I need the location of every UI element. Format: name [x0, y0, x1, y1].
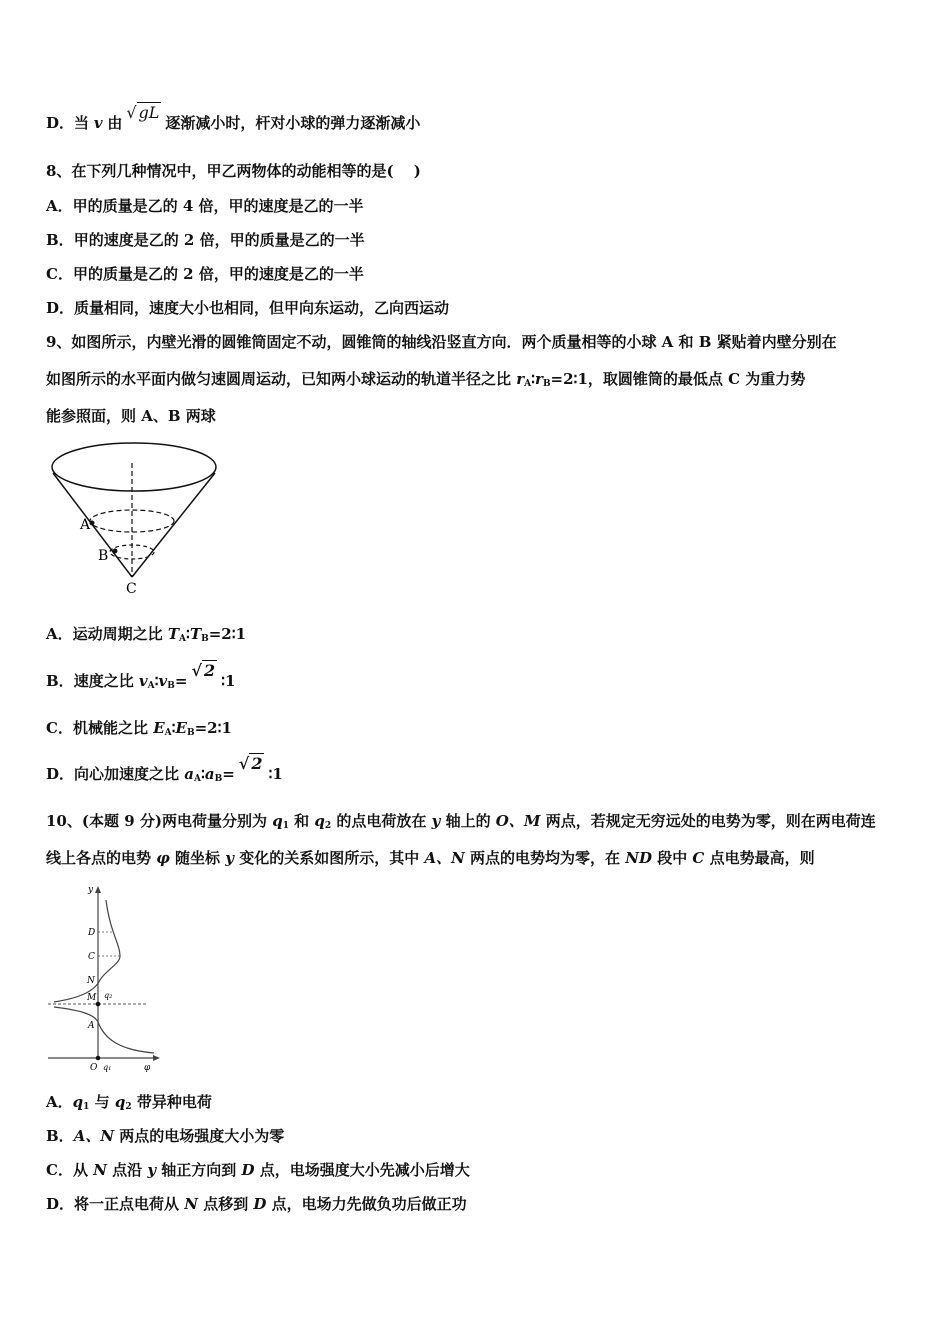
text: 线上各点的电势: [46, 849, 157, 867]
sqrt-expression: √ 2: [191, 661, 216, 680]
q7-option-d: [46, 103, 421, 133]
sqrt-content: gL: [138, 103, 160, 122]
colon: ∶: [154, 672, 159, 690]
option-label: C．: [46, 265, 73, 283]
option-label: B．: [46, 672, 74, 690]
var-v: v: [93, 114, 103, 132]
subscript: B: [167, 681, 175, 691]
var-c: C: [692, 849, 705, 867]
sqrt-expression: √ gL: [126, 103, 160, 122]
value: ∶1: [268, 765, 283, 783]
potential-graph: [44, 880, 164, 1075]
var-q: q: [272, 812, 283, 830]
q8-option-c: [46, 264, 364, 284]
option-text: 质量相同，速度大小也相同，但甲向东运动，乙向西运动: [74, 299, 450, 317]
option-label: D．: [46, 299, 75, 317]
q9-stem-line1: 9、如图所示，内壁光滑的圆锥筒固定不动，圆锥筒的轴线沿竖直方向．两个质量相等的小球 A 和 B 紧贴着内壁分别在: [46, 333, 837, 351]
option-label: A．: [46, 625, 73, 643]
label-d: D: [88, 928, 96, 938]
subscript: A: [179, 634, 187, 644]
sqrt-content: 2: [251, 754, 263, 773]
option-text: 甲的质量是乙的 2 倍，甲的速度是乙的一半: [72, 265, 364, 283]
option-label: C．: [46, 719, 73, 737]
subscript: A: [147, 681, 155, 691]
q10-option-c: [46, 1160, 470, 1180]
text: 带异种电荷: [131, 1093, 212, 1111]
charge-q1: [96, 1056, 101, 1061]
text: 两点的电场强度大小为零: [114, 1127, 285, 1145]
subscript: B: [214, 774, 223, 784]
subscript: B: [542, 379, 551, 389]
text: 从: [72, 1161, 94, 1179]
q9-option-a: [46, 624, 246, 649]
curve-lower: [54, 1007, 154, 1053]
var-q: q: [72, 1093, 84, 1111]
ball-a: [90, 521, 95, 526]
colon: ∶: [531, 370, 536, 388]
option-label: D．: [46, 114, 75, 132]
q9-option-b: B．速度之比 $v_A∶v_B=√$ 2∶1: [46, 661, 236, 691]
text: 随坐标: [169, 849, 226, 867]
q10-option-a: [46, 1092, 212, 1117]
q9-option-c: [46, 718, 232, 743]
text: 向心加速度之比: [74, 765, 185, 783]
label-c: C: [126, 581, 137, 595]
var: T: [167, 625, 180, 643]
label-o: O: [90, 1063, 98, 1073]
q9-stem-line2: [46, 369, 805, 394]
cone-figure: [46, 435, 226, 595]
text: 点，电场强度大小先减小后增大: [254, 1161, 470, 1179]
text: 机械能之比: [72, 719, 154, 737]
text: 两点的电势均为零，在: [464, 849, 626, 867]
var: a: [204, 765, 215, 783]
var-n: N: [184, 1195, 198, 1213]
var-y: y: [147, 1161, 157, 1179]
subscript: B: [186, 728, 195, 738]
option-label: A．: [46, 1093, 73, 1111]
subscript: A: [193, 774, 201, 784]
var-q: q: [114, 1093, 126, 1111]
option-label: B．: [46, 1127, 74, 1145]
x-axis-arrow: [153, 1055, 160, 1061]
colon: ∶: [171, 719, 176, 737]
text: 两点，若规定无穷远处的电势为零，则在两电荷连: [540, 812, 876, 830]
curve-upper: [54, 900, 120, 1002]
text: 如图所示的水平面内做匀速圆周运动，已知两小球运动的轨道半径之比: [46, 370, 517, 388]
var: v: [138, 672, 148, 690]
var-phi: φ: [156, 849, 170, 867]
label-n: N: [87, 976, 95, 986]
var: a: [184, 765, 194, 783]
option-text: 甲的质量是乙的 4 倍，甲的速度是乙的一半: [72, 197, 364, 215]
subscript: A: [164, 728, 172, 738]
var-n: N: [93, 1161, 107, 1179]
var: E: [153, 719, 165, 737]
label-q2: q₂: [104, 991, 113, 1000]
sqrt-expression: √ 2: [238, 754, 263, 773]
text: 逐渐减小时，杆对小球的弹力逐渐减小: [165, 114, 421, 132]
sqrt-content: 2: [203, 661, 216, 680]
text: 和: [288, 812, 315, 830]
text: 当: [74, 114, 90, 132]
option-label: C．: [46, 1161, 73, 1179]
var-om: O、M: [495, 812, 541, 830]
q10-stem-line1: [46, 811, 876, 836]
var-q: q: [314, 812, 325, 830]
text: 点电势最高，则: [704, 849, 815, 867]
charge-q2: [96, 1002, 101, 1007]
value: ∶1: [221, 672, 236, 690]
subscript: 2: [324, 821, 332, 831]
text: =2∶1，取圆锥筒的最低点 C 为重力势: [550, 370, 806, 388]
var: T: [189, 625, 202, 643]
text: 的点电荷放在: [331, 812, 432, 830]
y-axis-arrow: [95, 886, 101, 893]
q9-stem-line3: 能参照面，则 A、B 两球: [46, 407, 216, 425]
subscript: 1: [83, 1102, 90, 1112]
label-a: A: [88, 1021, 95, 1031]
text: 由: [107, 114, 123, 132]
colon: ∶: [186, 625, 190, 643]
var-nd: ND: [625, 849, 652, 867]
value: =2∶1: [208, 625, 247, 643]
var-r: r: [516, 370, 525, 388]
text: 与: [89, 1093, 115, 1111]
colon: ∶: [200, 765, 205, 783]
q9-option-d: D．向心加速度之比 $a_A∶a_B=√$ 2∶1: [46, 754, 283, 784]
var: E: [175, 719, 187, 737]
q8-option-d: [46, 298, 449, 318]
text: 运动周期之比: [72, 625, 168, 643]
subscript: B: [201, 634, 209, 644]
var-y: y: [225, 849, 234, 867]
var-y: y: [431, 812, 441, 830]
text: 轴上的: [440, 812, 496, 830]
option-text: 甲的速度是乙的 2 倍，甲的质量是乙的一半: [73, 231, 365, 249]
text: 速度之比: [73, 672, 139, 690]
label-y: y: [88, 885, 94, 895]
var-r: r: [535, 370, 543, 388]
var: v: [158, 672, 168, 690]
q10-option-b: [46, 1126, 284, 1146]
label-a: A: [80, 517, 91, 533]
option-label: D．: [46, 1195, 75, 1213]
q10-stem-line2: [46, 848, 815, 868]
label-c: C: [88, 952, 95, 962]
text: 点沿: [106, 1161, 148, 1179]
var-an: A、N: [73, 1127, 115, 1145]
option-label: B．: [46, 231, 74, 249]
text: 段中: [651, 849, 693, 867]
label-phi: φ: [144, 1063, 151, 1073]
text: 点，电场力先做负功后做正功: [266, 1195, 467, 1213]
text: 轴正方向到: [156, 1161, 242, 1179]
cone-rim: [52, 443, 216, 491]
text: 10、(本题 9 分)两电荷量分别为: [46, 812, 273, 830]
q10-option-d: [46, 1194, 467, 1214]
subscript: A: [524, 379, 532, 389]
text: 将一正点电荷从: [74, 1195, 185, 1213]
subscript: 1: [282, 821, 289, 831]
ball-b: [113, 549, 118, 554]
subscript: 2: [125, 1102, 132, 1112]
q8-option-b: [46, 230, 365, 250]
q8-option-a: [46, 196, 364, 216]
label-q1: q₁: [103, 1063, 112, 1072]
value: =2∶1: [194, 719, 232, 737]
option-label: D．: [46, 765, 75, 783]
var-d: D: [241, 1161, 255, 1179]
var-d: D: [253, 1195, 267, 1213]
q8-stem: 8、在下列几种情况中，甲乙两物体的动能相等的是( ): [46, 162, 421, 180]
label-m: M: [87, 993, 97, 1003]
text: 变化的关系如图所示，其中: [233, 849, 425, 867]
label-b: B: [98, 548, 109, 564]
option-label: A．: [46, 197, 73, 215]
text: 点移到: [197, 1195, 254, 1213]
var-an: A、N: [424, 849, 465, 867]
